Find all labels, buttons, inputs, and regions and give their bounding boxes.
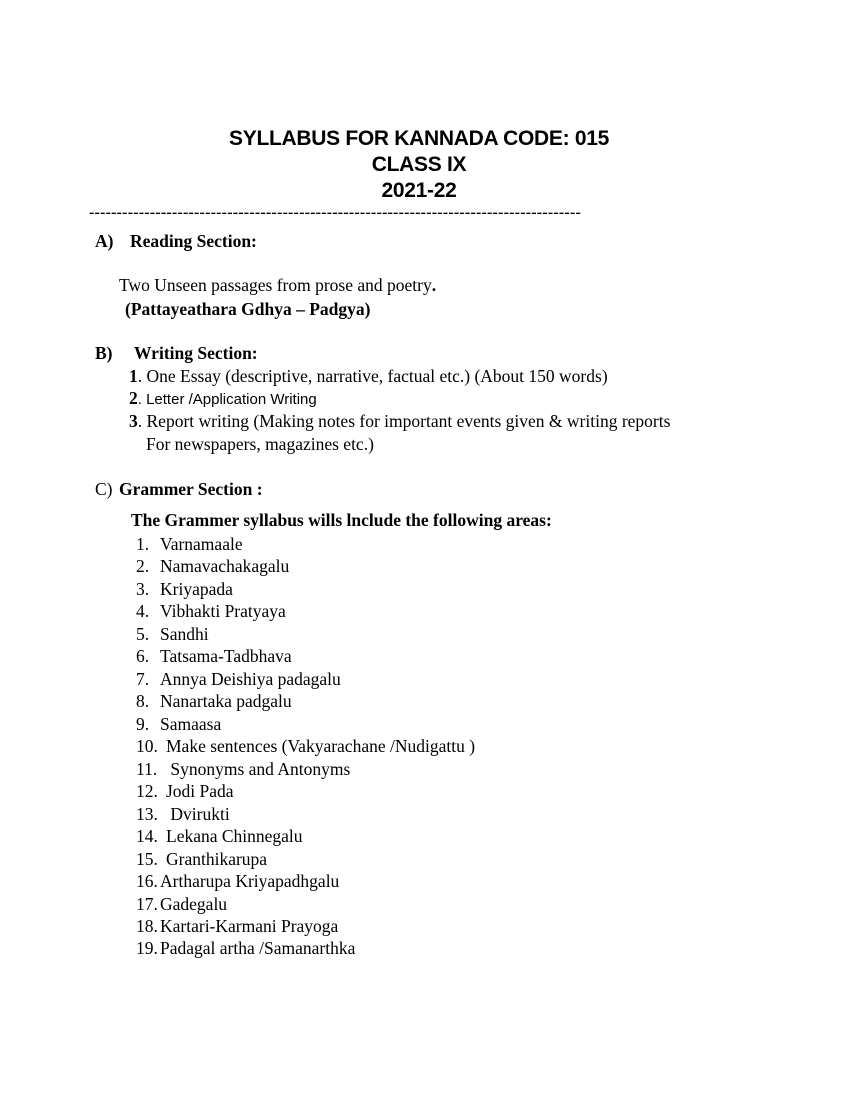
list-item: 17. Gadegalu — [136, 893, 228, 914]
writing-item-3: 3. Report writing (Making notes for important events given & writing reports — [129, 411, 671, 431]
section-b-marker: B) — [95, 343, 113, 363]
writing-item-2: 2. Letter /Application Writing — [129, 388, 317, 408]
section-b-heading: Writing Section: — [134, 343, 258, 363]
list-item: 13. Dvirukti — [136, 803, 230, 824]
list-item: 10. Make sentences (Vakyarachane /Nudigattu ) — [136, 736, 476, 757]
list-item: 3. Kriyapada — [136, 578, 233, 599]
list-item: 11. Synonyms and Antonyms — [136, 758, 351, 779]
section-c-marker: C) — [95, 479, 113, 499]
list-item: 16. Artharupa Kriyapadhgalu — [136, 871, 340, 892]
writing-item-1: 1. One Essay (descriptive, narrative, factual etc.) (About 150 words) — [129, 366, 608, 386]
list-item: 15. Granthikarupa — [136, 848, 268, 869]
list-item: 5. Sandhi — [136, 623, 209, 644]
list-item: 2. Namavachakagalu — [136, 556, 290, 577]
section-a-marker: A) — [95, 231, 114, 251]
section-c-heading: Grammer Section : — [119, 479, 263, 499]
list-item: 18. Kartari-Karmani Prayoga — [136, 915, 339, 936]
list-item: 1. Varnamaale — [136, 534, 243, 554]
grammar-topic-list — [136, 533, 475, 960]
document-title: SYLLABUS FOR KANNADA CODE: 015 — [229, 127, 609, 150]
list-item: 7. Annya Deishiya padagalu — [136, 668, 341, 689]
section-a-line1: Two Unseen passages from prose and poetry. — [119, 275, 437, 295]
class-label: CLASS IX — [371, 153, 467, 176]
list-item: 4. Vibhakti Pratyaya — [136, 601, 286, 622]
section-a-heading: Reading Section: — [130, 231, 257, 251]
list-item: 19. Padagal artha /Samanarthka — [136, 938, 356, 959]
list-item: 12. Jodi Pada — [136, 781, 234, 802]
academic-year: 2021-22 — [381, 179, 457, 202]
list-item: 14. Lekana Chinnegalu — [136, 826, 303, 847]
list-item: 9. Samaasa — [136, 713, 222, 734]
list-item: 6. Tatsama-Tadbhava — [136, 646, 292, 667]
list-item: 8. Nanartaka padgalu — [136, 691, 292, 712]
grammar-intro: The Grammer syllabus wills lnclude the following areas: — [131, 510, 552, 530]
writing-item-3-continued: For newspapers, magazines etc.) — [146, 434, 374, 454]
dashed-divider: ----------------------------------------------------------------------------------------- — [89, 204, 582, 221]
section-a-line2: (Pattayeathara Gdhya – Padgya) — [125, 299, 371, 319]
